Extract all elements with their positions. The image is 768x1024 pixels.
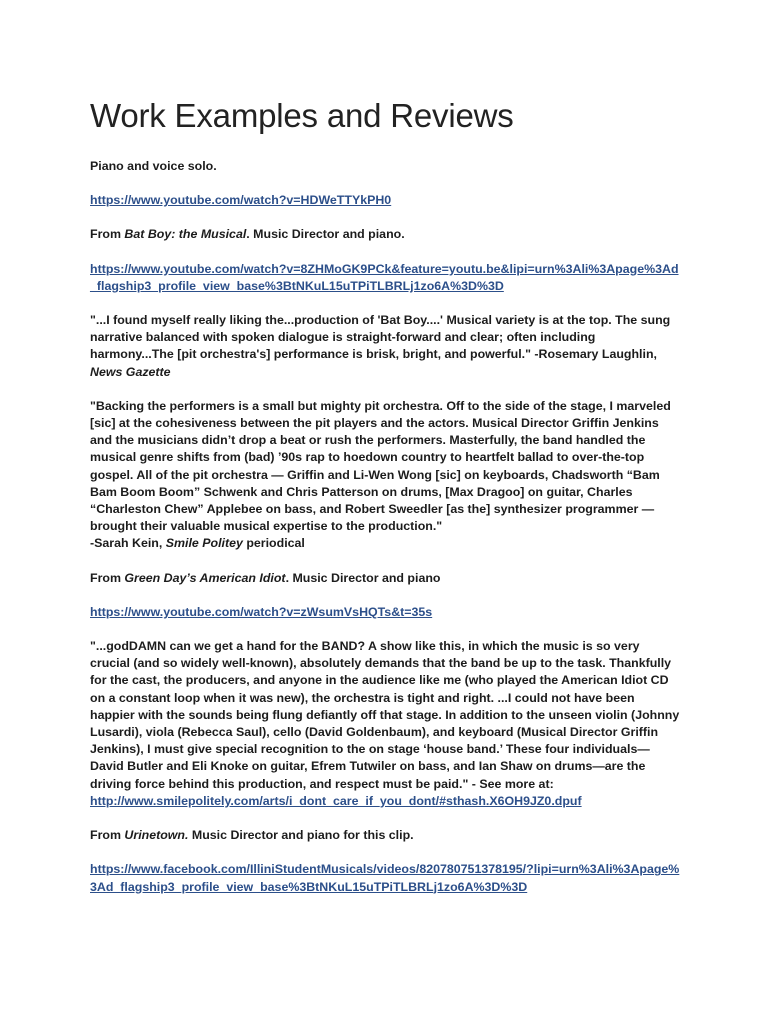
batboy-from: From (90, 227, 125, 242)
review-idiot: "...godDAMN can we get a hand for the BAND? A show like this, in which the music is so very crucial (and so widely well-known), absolutely demands that the band be up to the task. Thankfully for the cast, the producers, and anyone in the audience like me (who played the American Idiot CD on a constant loop when it was new), the orchestra is tight and right. ...I could not have been happier with the sounds being flung defiantly off that stage. In addition to the unseen violin (Johnny Lusardi), viola (Rebecca Saul), cello (David Goldenbaum), and keyboard (Musical Director Griffin Jenkins), I must give special recognition to the on stage ‘house band.’ These four individuals—David Butler and Eli Knoke on guitar, Efrem Tutwiler on bass, and Ian Shaw on drums—are the driving force behind this production, and respect must be paid." - See more at: (90, 639, 680, 791)
idiot-role: . Music Director and piano (285, 570, 441, 585)
link-paragraph-5 (90, 861, 682, 895)
batboy-heading (90, 226, 682, 243)
review-rosemary-source: News Gazette (90, 364, 171, 379)
review-rosemary-text: "...I found myself really liking the...production of 'Bat Boy....' Musical variety is at the top. The sung narrative balanced with spoken dialogue is straight-forward and clear; often including harmony...The [pit orchestra's] performance is brisk, bright, and powerful." -Rosemary Laughlin, (90, 313, 671, 362)
page-title: Work Examples and Reviews (90, 97, 514, 134)
urinetown-heading (90, 827, 682, 844)
review-sarah: "Backing the performers is a small but mighty pit orchestra. Off to the side of the stage, I marveled [sic] at the cohesiveness between the pit players and the actors. Musical Director Griffin Jenkins and the musicians didn’t drop a beat or rush the performers. Masterfully, the band handled the musical genre shifts from (bad) ’90s rap to hoedown country to heartfelt ballad to over-the-top gospel. All of the pit orchestra — Griffin and Li-Wen Wong [sic] on keyboards, Chadsworth “Bam Bam Boom Boom” Schwenk and Chris Patterson on drums, [Max Dragoo] on guitar, Charles “Charleston Chew” Applebee on bass, and Robert Sweedler [as the] synthesizer programmer — brought their valuable musical expertise to the production." (90, 398, 671, 534)
link-paragraph-2 (90, 261, 682, 295)
link-paragraph-1 (90, 192, 682, 209)
document-content (90, 96, 682, 913)
urinetown-from: From (90, 828, 125, 843)
link-paragraph-4 (90, 793, 682, 810)
facebook-link-urinetown[interactable]: https://www.facebook.com/IlliniStudentMusicals/videos/820780751378195/?lipi=urn%3Ali%3Apage%3Ad_flagship3_profile_view_base%3BtNKuL15uTPiTLBRLj1zo6A%3D%3D (90, 862, 680, 894)
review-sarah-source: Smile Politey (165, 536, 243, 551)
youtube-link-batboy[interactable]: https://www.youtube.com/watch?v=8ZHMoGK9PCk&feature=youtu.be&lipi=urn%3Ali%3Apage%3Ad_flagship3_profile_view_base%3BtNKuL15uTPiTLBRLj1zo6A%3D%3D (90, 261, 679, 293)
batboy-role: . Music Director and piano. (246, 227, 405, 242)
review-sarah-author: -Sarah Kein, (90, 536, 166, 551)
idiot-from: From (90, 570, 125, 585)
review-sarah-attribution (90, 535, 682, 552)
idiot-title: Green Day’s American Idiot (124, 570, 286, 585)
review-rosemary (90, 312, 682, 381)
piano-voice-label: Piano and voice solo. (90, 159, 217, 173)
youtube-link-american-idiot[interactable]: https://www.youtube.com/watch?v=zWsumVsHQTs&t=35s (90, 604, 433, 619)
idiot-heading (90, 570, 682, 587)
batboy-title: Bat Boy: the Musical (124, 227, 247, 242)
smilepolitely-link[interactable]: http://www.smilepolitely.com/arts/i_dont_care_if_you_dont/#sthash.X6OH9JZ0.dpuf (90, 793, 582, 808)
youtube-link-piano-voice[interactable]: https://www.youtube.com/watch?v=HDWeTTYkPH0 (90, 193, 392, 208)
review-sarah-suffix: periodical (242, 536, 305, 551)
urinetown-role: Music Director and piano for this clip. (188, 828, 414, 843)
urinetown-title: Urinetown. (124, 828, 189, 843)
link-paragraph-3 (90, 604, 682, 621)
